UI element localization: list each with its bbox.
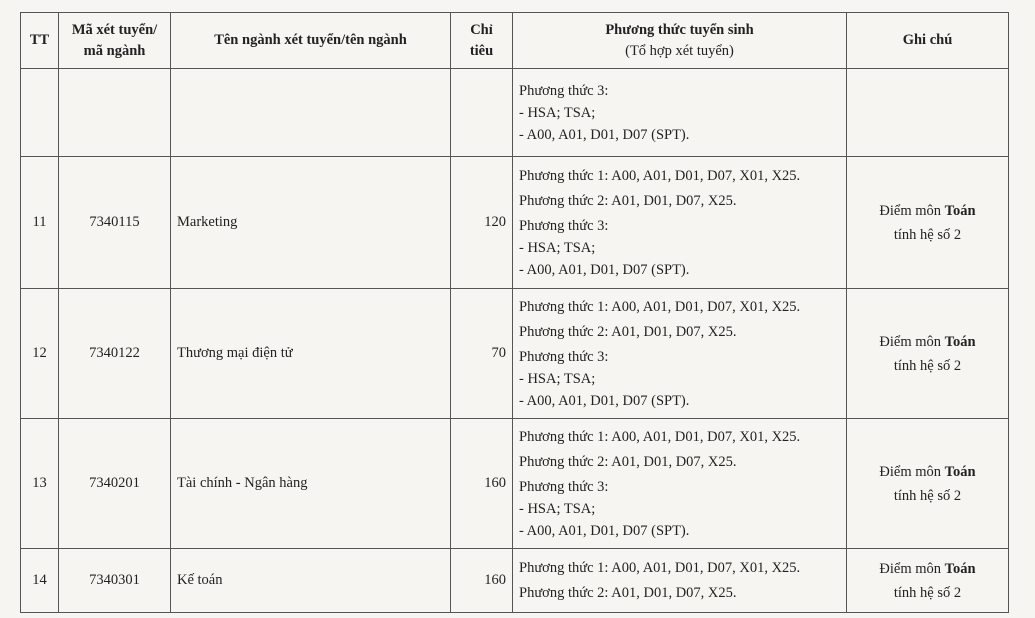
note-subject: Toán	[944, 463, 976, 480]
note-line1	[853, 330, 1002, 354]
header-tt: TT	[21, 13, 59, 69]
continuation-quota	[451, 69, 513, 157]
note-prefix: Điểm môn	[879, 333, 945, 350]
row-code: 7340301	[59, 549, 171, 613]
table-body	[21, 69, 1009, 613]
method-line: Phương thức 1: A00, A01, D01, D07, X01, X25.	[519, 167, 801, 184]
method-line: Phương thức 3:	[519, 82, 609, 99]
method-line: Phương thức 1: A00, A01, D01, D07, X01, X25.	[519, 298, 801, 315]
note-line2: tính hệ số 2	[893, 487, 962, 504]
method-line: Phương thức 2: A01, D01, D07, X25.	[519, 323, 737, 340]
row-tt: 12	[21, 289, 59, 419]
header-method-line1: Phương thức tuyển sinh	[605, 21, 754, 38]
admission-table	[20, 12, 1009, 613]
row-quota: 160	[451, 419, 513, 549]
row-name: Tài chính - Ngân hàng	[171, 419, 451, 549]
row-tt: 14	[21, 549, 59, 613]
row-quota: 70	[451, 289, 513, 419]
continuation-row	[21, 69, 1009, 157]
row-quota: 120	[451, 157, 513, 289]
header-name: Tên ngành xét tuyển/tên ngành	[171, 13, 451, 69]
note-line2: tính hệ số 2	[893, 357, 962, 374]
method-line: Phương thức 2: A01, D01, D07, X25.	[519, 585, 737, 601]
row-methods	[513, 419, 847, 549]
note-line1	[853, 557, 1002, 581]
row-tt: 13	[21, 419, 59, 549]
note-prefix: Điểm môn	[879, 202, 945, 219]
note-prefix: Điểm môn	[879, 560, 945, 577]
row-code: 7340115	[59, 157, 171, 289]
header-code-line2: mã ngành	[83, 42, 146, 59]
header-method-line2: (Tổ hợp xét tuyển)	[625, 42, 734, 59]
method-line: - A00, A01, D01, D07 (SPT).	[519, 126, 690, 143]
row-note	[847, 549, 1009, 613]
method-line: Phương thức 3:	[519, 348, 609, 365]
row-quota: 160	[451, 549, 513, 613]
header-code	[59, 13, 171, 69]
method-line: Phương thức 1: A00, A01, D01, D07, X01, X25.	[519, 428, 801, 445]
note-subject: Toán	[944, 202, 976, 219]
row-methods	[513, 549, 847, 613]
method-line: Phương thức 2: A01, D01, D07, X25.	[519, 453, 737, 470]
row-note	[847, 157, 1009, 289]
header-method	[513, 13, 847, 69]
note-subject: Toán	[944, 333, 976, 350]
header-code-line1: Mã xét tuyển/	[71, 21, 158, 38]
note-line1	[853, 460, 1002, 484]
header-row	[21, 13, 1009, 69]
method-line: - A00, A01, D01, D07 (SPT).	[519, 261, 690, 278]
table-row	[21, 419, 1009, 549]
row-name: Kế toán	[171, 549, 451, 613]
header-note: Ghi chú	[847, 13, 1009, 69]
table-row	[21, 157, 1009, 289]
table-row	[21, 289, 1009, 419]
row-methods	[513, 289, 847, 419]
note-line1	[853, 199, 1002, 223]
row-code: 7340201	[59, 419, 171, 549]
row-name: Thương mại điện tử	[171, 289, 451, 419]
method-line: Phương thức 3:	[519, 217, 609, 234]
method-line: - A00, A01, D01, D07 (SPT).	[519, 522, 690, 539]
method-line: - HSA; TSA;	[519, 239, 596, 256]
continuation-tt	[21, 69, 59, 157]
row-note	[847, 289, 1009, 419]
method-line: Phương thức 2: A01, D01, D07, X25.	[519, 192, 737, 209]
header-quota-line1: Chỉ	[470, 21, 493, 38]
method-line: Phương thức 1: A00, A01, D01, D07, X01, X25.	[519, 560, 801, 576]
method-line: - HSA; TSA;	[519, 104, 596, 121]
continuation-methods	[513, 69, 847, 157]
note-subject: Toán	[944, 560, 976, 577]
method-line: Phương thức 3:	[519, 478, 609, 495]
method-line: - HSA; TSA;	[519, 370, 596, 387]
table-row	[21, 549, 1009, 613]
continuation-note	[847, 69, 1009, 157]
row-code: 7340122	[59, 289, 171, 419]
note-prefix: Điểm môn	[879, 463, 945, 480]
note-line2: tính hệ số 2	[893, 226, 962, 243]
header-quota-line2: tiêu	[469, 42, 494, 59]
continuation-name	[171, 69, 451, 157]
row-tt: 11	[21, 157, 59, 289]
method-line: - A00, A01, D01, D07 (SPT).	[519, 392, 690, 409]
row-note	[847, 419, 1009, 549]
row-methods	[513, 157, 847, 289]
note-line2: tính hệ số 2	[893, 584, 962, 601]
method-line: - HSA; TSA;	[519, 500, 596, 517]
row-name: Marketing	[171, 157, 451, 289]
continuation-code	[59, 69, 171, 157]
header-quota	[451, 13, 513, 69]
